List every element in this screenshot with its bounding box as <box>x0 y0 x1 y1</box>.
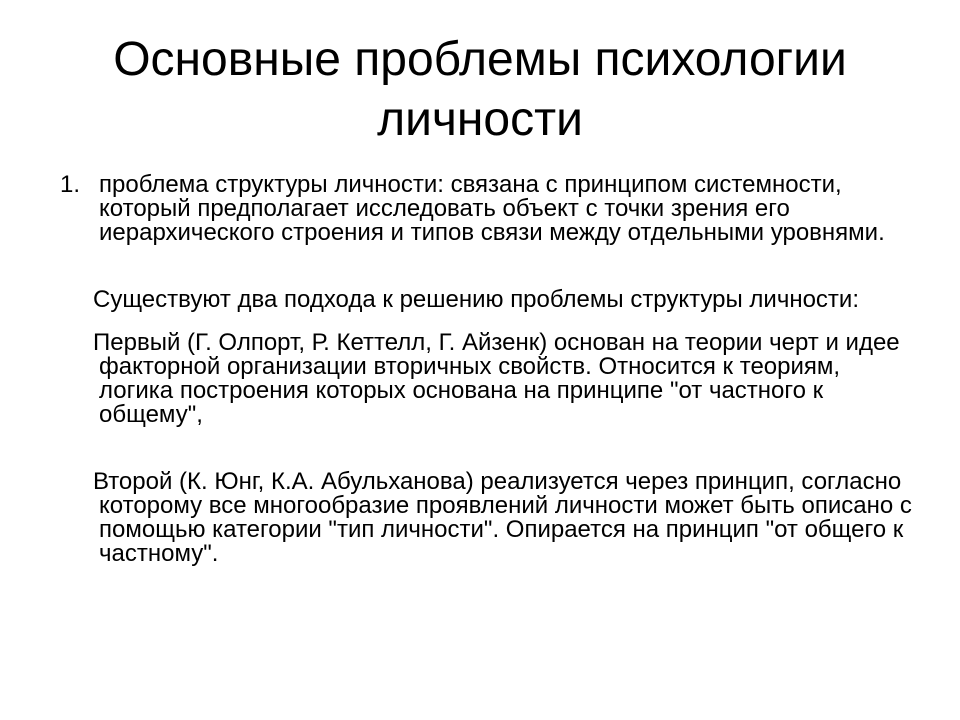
title-line-2: личности <box>377 93 583 146</box>
title-line-1: Основные проблемы психологии <box>113 33 847 86</box>
paragraph-second-approach: Второй (К. Юнг, К.А. Абульханова) реализуется через принцип, согласно которому все многообразие проявлений личности может быть описано с помощью категории "тип личности". Опирается на принцип "от общего к частному". <box>93 468 912 567</box>
spacer <box>60 245 920 288</box>
spacer <box>60 427 920 470</box>
slide-title <box>60 30 900 150</box>
slide-body <box>60 173 920 566</box>
list-item-text: проблема структуры личности: связана с принципом системности, который предполагает исследовать объект с точки зрения его иерархического строения и типов связи между отдельными уровнями. <box>99 171 885 246</box>
list-item-number: 1. <box>60 171 81 198</box>
paragraph-two-approaches: Существуют два подхода к решению проблемы структуры личности: <box>93 286 859 313</box>
list-item-structure-problem <box>60 173 920 245</box>
paragraph-first-approach: Первый (Г. Олпорт, Р. Кеттелл, Г. Айзенк) основан на теории черт и идее факторной организации вторичных свойств. Относится к теориям, логика построения которых основана на принципе "от частного к общему", <box>93 329 900 428</box>
